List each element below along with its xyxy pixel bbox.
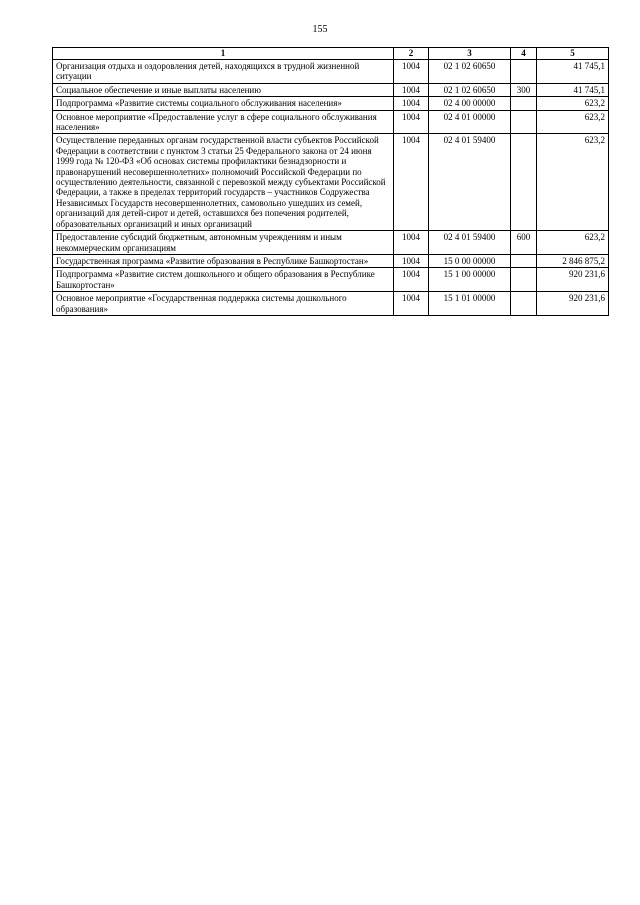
table-body	[53, 60, 609, 316]
table-row	[53, 254, 609, 267]
row-type-cell	[511, 60, 537, 84]
row-name-cell: Организация отдыха и оздоровления детей, находящихся в трудной жизненной ситуации	[53, 60, 394, 84]
row-section-cell: 1004	[394, 60, 429, 84]
row-type-cell	[511, 110, 537, 134]
page-number: 155	[312, 24, 328, 35]
budget-table	[52, 47, 609, 316]
row-amount-cell: 623,2	[537, 97, 609, 110]
table-row	[53, 60, 609, 84]
row-section-cell: 1004	[394, 254, 429, 267]
row-amount-cell: 623,2	[537, 231, 609, 255]
row-section-cell: 1004	[394, 292, 429, 316]
table-row	[53, 110, 609, 134]
table-row	[53, 268, 609, 292]
row-name-cell: Осуществление переданных органам государственной власти субъектов Российской Федерации в соответствии с пунктом 3 статьи 25 Федерального закона от 24 июня 1999 года № 120-ФЗ «Об основах системы профилактики безнадзорности и правонарушений несовершеннолетних» полномочий Российской Федерации по осуществлению деятельности, связанной с перевозкой между субъектами Российской Федерации, а также в пределах территорий государств – участников Содружества Независимых Государств несовершеннолетних, самовольно ушедших из семей, организаций для детей-сирот и детей, оставшихся без попечения родителей, образовательных организаций и иных организаций	[53, 134, 394, 231]
table-row	[53, 97, 609, 110]
row-section-cell: 1004	[394, 268, 429, 292]
row-name-cell: Основное мероприятие «Предоставление услуг в сфере социального обслуживания населения»	[53, 110, 394, 134]
row-code-cell: 15 1 01 00000	[429, 292, 511, 316]
row-section-cell: 1004	[394, 134, 429, 231]
row-amount-cell: 2 846 875,2	[537, 254, 609, 267]
row-code-cell: 02 4 01 59400	[429, 134, 511, 231]
row-amount-cell: 920 231,6	[537, 292, 609, 316]
header-cell-type: 4	[511, 48, 537, 60]
row-code-cell: 02 1 02 60650	[429, 83, 511, 96]
row-code-cell: 02 4 01 59400	[429, 231, 511, 255]
header-cell-section: 2	[394, 48, 429, 60]
row-code-cell: 15 0 00 00000	[429, 254, 511, 267]
row-code-cell: 15 1 00 00000	[429, 268, 511, 292]
row-section-cell: 1004	[394, 97, 429, 110]
header-cell-name: 1	[53, 48, 394, 60]
header-cell-code: 3	[429, 48, 511, 60]
row-type-cell	[511, 268, 537, 292]
table-row	[53, 134, 609, 231]
row-type-cell	[511, 134, 537, 231]
row-amount-cell: 920 231,6	[537, 268, 609, 292]
table-header-row	[53, 48, 609, 60]
row-code-cell: 02 1 02 60650	[429, 60, 511, 84]
row-code-cell: 02 4 00 00000	[429, 97, 511, 110]
row-type-cell: 300	[511, 83, 537, 96]
table-row	[53, 231, 609, 255]
row-name-cell: Государственная программа «Развитие образования в Республике Башкортостан»	[53, 254, 394, 267]
row-type-cell	[511, 97, 537, 110]
row-name-cell: Предоставление субсидий бюджетным, автономным учреждениям и иным некоммерческим организациям	[53, 231, 394, 255]
row-name-cell: Подпрограмма «Развитие систем дошкольного и общего образования в Республике Башкортостан»	[53, 268, 394, 292]
row-type-cell	[511, 292, 537, 316]
row-section-cell: 1004	[394, 83, 429, 96]
row-name-cell: Подпрограмма «Развитие системы социального обслуживания населения»	[53, 97, 394, 110]
row-type-cell	[511, 254, 537, 267]
row-type-cell: 600	[511, 231, 537, 255]
row-name-cell: Основное мероприятие «Государственная поддержка системы дошкольного образования»	[53, 292, 394, 316]
row-amount-cell: 623,2	[537, 134, 609, 231]
table-row	[53, 292, 609, 316]
row-amount-cell: 623,2	[537, 110, 609, 134]
row-code-cell: 02 4 01 00000	[429, 110, 511, 134]
row-amount-cell: 41 745,1	[537, 60, 609, 84]
header-cell-amount: 5	[537, 48, 609, 60]
table-row	[53, 83, 609, 96]
row-name-cell: Социальное обеспечение и иные выплаты населению	[53, 83, 394, 96]
row-amount-cell: 41 745,1	[537, 83, 609, 96]
row-section-cell: 1004	[394, 110, 429, 134]
row-section-cell: 1004	[394, 231, 429, 255]
